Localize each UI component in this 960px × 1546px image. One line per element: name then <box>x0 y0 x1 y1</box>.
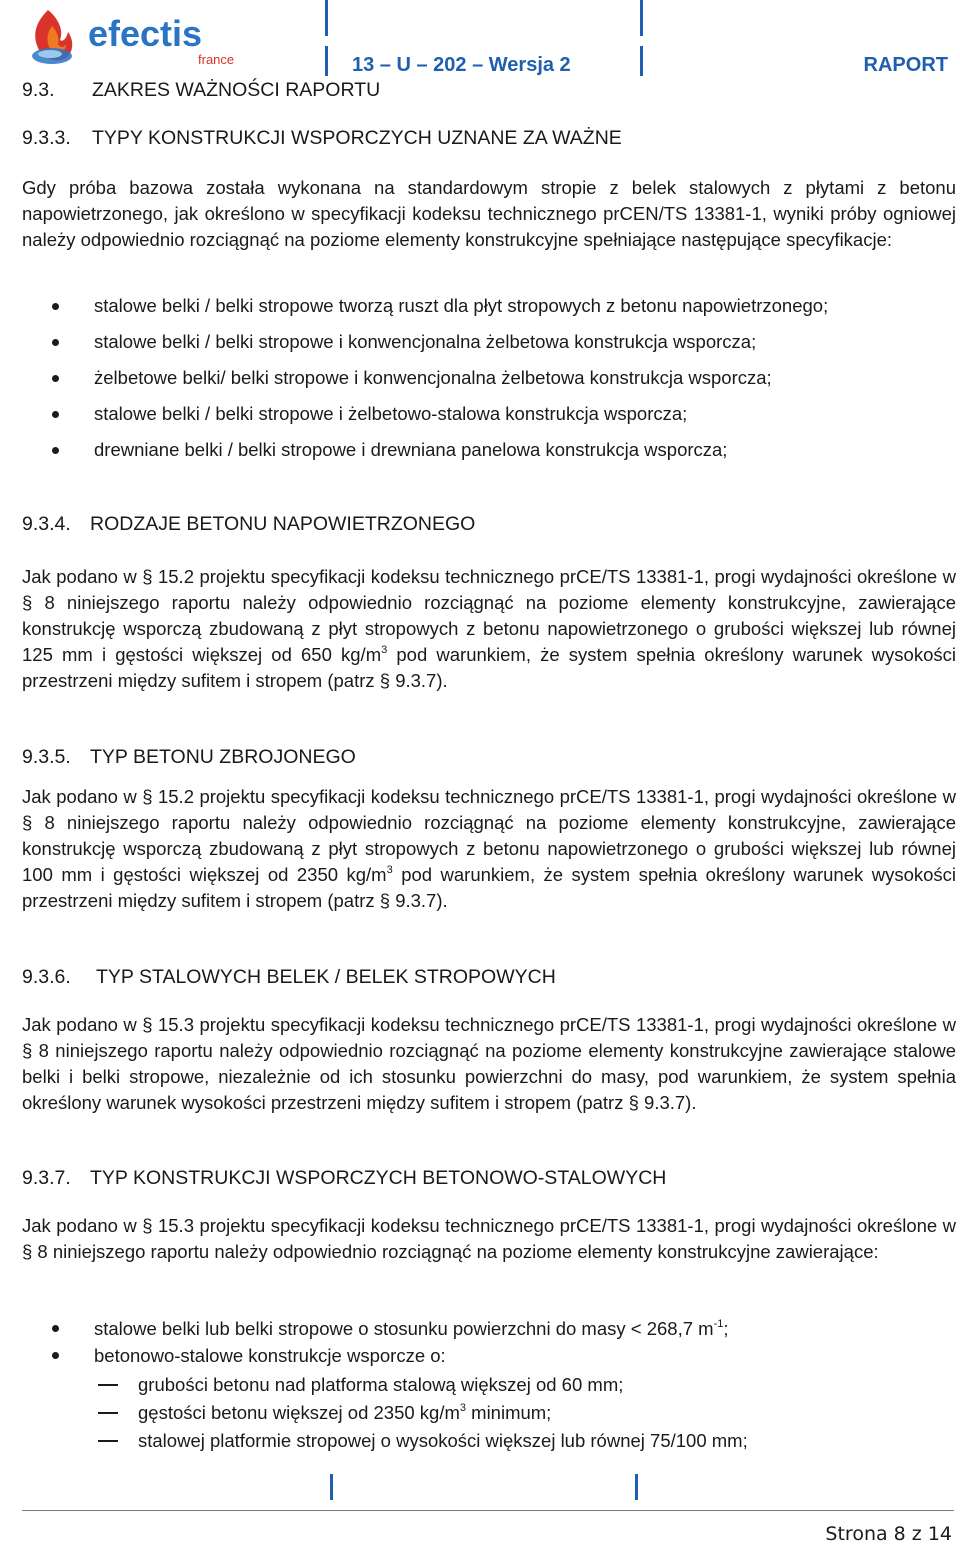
logo-subtext: france <box>198 52 235 67</box>
paragraph: Jak podano w § 15.3 projektu specyfikacji kodeksu technicznego prCE/TS 13381-1, progi wydajności określone w § 8 niniejszego raportu należy odpowiednio rozciągnąć na poziome elementy konstrukcyjne zawierające stalowe belki i belki stropowe, niezależnie od ich stosunku powierzchni do masy, pod warunkiem, że system spełnia określony warunek wysokości przestrzeni między sufitem i stropem (patrz § 9.3.7). <box>22 1014 956 1113</box>
dash-icon <box>98 1440 118 1442</box>
list-item <box>22 401 956 427</box>
paragraph-text: Jak podano w § 15.2 projektu specyfikacji kodeksu technicznego prCE/TS 13381-1, progi wydajności określone w § 8 niniejszego raportu należy odpowiednio rozciągnąć na poziome elementy konstrukcyjne, zawierające konstrukcję wsporczą zbudowaną z płyt stropowych z betonu napowietrzonego o grubości większej lub równej 125 mm i gęstości większej od 650 kg/m <box>22 566 956 665</box>
report-type: RAPORT <box>863 54 948 76</box>
header-divider <box>640 46 643 76</box>
section-heading <box>22 79 380 102</box>
list-item-text: ; <box>723 1318 729 1339</box>
bullet-icon <box>52 411 59 418</box>
section-number: 9.3.7. <box>22 1167 71 1189</box>
section-heading <box>22 127 956 150</box>
dash-icon <box>98 1384 118 1386</box>
header-divider <box>325 46 328 76</box>
footer-divider <box>330 1474 333 1500</box>
paragraph: Gdy próba bazowa została wykonana na standardowym stropie z belek stalowych z płytami z betonu napowietrzonego, jak określono w specyfikacji kodeksu technicznego prCEN/TS 13381-1, wyniki próby ogniowej należy odpowiednio rozciągnąć na poziome elementy konstrukcyjne spełniające następujące specyfikacje: <box>22 177 956 250</box>
dash-icon <box>98 1412 118 1414</box>
bullet-icon <box>52 1325 59 1332</box>
section-title: RODZAJE BETONU NAPOWIETRZONEGO <box>90 513 476 535</box>
section-title: TYP STALOWYCH BELEK / BELEK STROPOWYCH <box>96 966 556 988</box>
list-item-text: stalowe belki / belki stropowe tworzą ruszt dla płyt stropowych z betonu napowietrzonego; <box>94 295 829 316</box>
footer-rule <box>22 1510 954 1511</box>
paragraph-text: pod warunkiem, że system spełnia określony warunek wysokości przestrzeni między sufitem i stropem (patrz § 9.3.7). <box>22 864 957 911</box>
bullet-icon <box>52 1352 59 1359</box>
section-title: TYPY KONSTRUKCJI WSPORCZYCH UZNANE ZA WAŻNE <box>92 127 622 149</box>
paragraph <box>22 784 956 914</box>
section-number: 9.3.6. <box>22 966 71 988</box>
report-reference: 13 – U – 202 – Wersja 2 <box>352 54 571 76</box>
page-number: Strona 8 z 14 <box>825 1523 952 1545</box>
section-title: TYP KONSTRUKCJI WSPORCZYCH BETONOWO-STALOWYCH <box>90 1167 667 1189</box>
section-number: 9.3.3. <box>22 127 71 149</box>
flame-icon <box>32 10 72 64</box>
section-heading <box>22 513 956 536</box>
bullet-icon <box>52 375 59 382</box>
footer-divider <box>635 1474 638 1500</box>
section-number: 9.3.5. <box>22 746 71 768</box>
list-item <box>22 293 956 319</box>
superscript: 3 <box>381 644 388 656</box>
list-item-text: stalowe belki / belki stropowe i konwencjonalna żelbetowa konstrukcja wsporcza; <box>94 331 757 352</box>
section-title: TYP BETONU ZBROJONEGO <box>90 746 356 768</box>
list-item <box>22 437 956 463</box>
list-item-text: grubości betonu nad platforma stalową większej od 60 mm; <box>138 1374 624 1395</box>
list-item <box>22 1399 956 1427</box>
section-title: ZAKRES WAŻNOŚCI RAPORTU <box>92 79 381 101</box>
section-heading <box>22 746 956 769</box>
list-item <box>22 1427 956 1455</box>
section-number: 9.3.4. <box>22 513 71 535</box>
paragraph-text: Jak podano w § 15.2 projektu specyfikacji kodeksu technicznego prCE/TS 13381-1, progi wydajności określone w § 8 niniejszego raportu należy odpowiednio rozciągnąć na poziome elementy konstrukcyjne, zawierające konstrukcję wsporczą zbudowaną z płyt stropowych z betonu napowietrzonego o grubości większej lub równej 100 mm i gęstości większej od 2350 kg/m <box>22 786 956 885</box>
efectis-logo <box>22 4 252 70</box>
list-item <box>22 1342 956 1369</box>
paragraph <box>22 564 956 694</box>
list-item-text: minimum; <box>466 1402 552 1423</box>
header-divider <box>325 0 328 36</box>
bullet-list <box>22 1315 956 1369</box>
section-number: 9.3. <box>22 79 55 101</box>
list-item-text: żelbetowe belki/ belki stropowe i konwencjonalna żelbetowa konstrukcja wsporcza; <box>94 367 772 388</box>
list-item-text: gęstości betonu większej od 2350 kg/m <box>138 1402 460 1423</box>
list-item-text: stalowej platformie stropowej o wysokości większej lub równej 75/100 mm; <box>138 1430 748 1451</box>
list-item <box>22 1315 956 1342</box>
list-item <box>22 329 956 355</box>
header-divider <box>640 0 643 36</box>
section-heading <box>22 966 956 989</box>
bullet-icon <box>52 339 59 346</box>
superscript: 3 <box>459 1402 467 1414</box>
bullet-icon <box>52 303 59 310</box>
list-item-text: drewniane belki / belki stropowe i drewniana panelowa konstrukcja wsporcza; <box>94 439 728 460</box>
list-item <box>22 1371 956 1399</box>
section-heading <box>22 1167 956 1190</box>
paragraph-text: pod warunkiem, że system spełnia określony warunek wysokości przestrzeni między sufitem i stropem (patrz § 9.3.7). <box>22 644 956 691</box>
paragraph: Jak podano w § 15.3 projektu specyfikacji kodeksu technicznego prCE/TS 13381-1, progi wydajności określone w § 8 niniejszego raportu należy odpowiednio rozciągnąć na poziome elementy konstrukcyjne zawierające: <box>22 1215 956 1262</box>
superscript: 3 <box>386 864 393 876</box>
list-item <box>22 365 956 391</box>
superscript: -1 <box>713 1318 724 1330</box>
list-item-text: stalowe belki / belki stropowe i żelbetowo-stalowa konstrukcja wsporcza; <box>94 403 688 424</box>
dash-list <box>22 1371 956 1455</box>
bullet-list <box>22 293 956 463</box>
list-item-text: betonowo-stalowe konstrukcje wsporcze o: <box>94 1345 446 1366</box>
list-item-text: stalowe belki lub belki stropowe o stosunku powierzchni do masy < 268,7 m <box>94 1318 714 1339</box>
logo-wordmark: efectis <box>88 13 203 54</box>
bullet-icon <box>52 447 59 454</box>
